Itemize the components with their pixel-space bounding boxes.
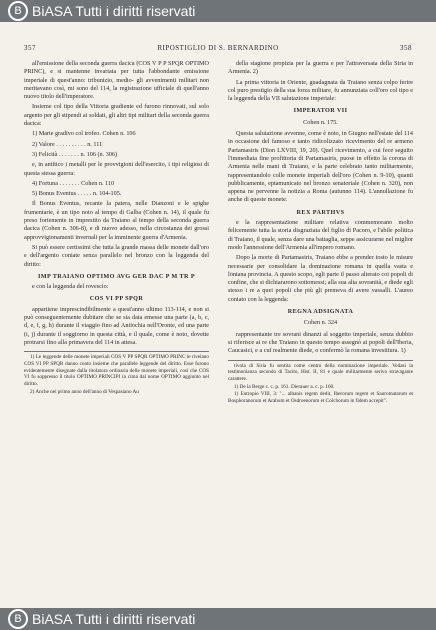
page-header [24,44,412,56]
paragraph: all'emissione della seconda guerra dacica (COS V P P SPQR OPTIMO PRINC), e si mantenne invariata per tutta l'abbondante emissione imperiale di quest'anno: tribunizio, medio- gli avvenimenti militari non meritavano così, mi sono del 114, la registrazione ufficiale di quell'anno nuovo titolo dell'imperatore. [24,60,209,101]
paragraph: rappresentante tre sovrani dinanzi al soggetto imperiale, senza dubbio si riferisce ai re che Traiano in questo tempo assegnò ai popoli dell'Iberia, Caucasici, e a cui realmente diede, o confermò la romana investitura. 1) [228,330,413,355]
coin-legend: IMP TRAIANO OPTIMO AVG GER DAC P M TR P [37,272,196,280]
footnote: 2) Anche nei primo anno dell'anno di Vespasiano Au [30,388,139,395]
coin-legend: REX PARTHVS [296,208,345,216]
biasa-logo-icon: B [8,1,28,21]
list-item: 4) Fortuna . . . . . . . Cohen n. 110 [32,179,115,187]
list-item: 5) Bonus Eventus . . . . . n. 104-105. [32,190,122,198]
left-column [24,60,209,396]
watermark-top [0,0,436,22]
coin-legend: REGNA ADSIGNATA [287,308,354,316]
paragraph: Questa salutazione avvenne, come è noto, in Giugno nell'estate del 114 in occasione del famoso e tanto ridicolizzato ricevimento del re armeno Partamasiris (Dion LXVIII, 19, 20). Quel ricevimento, a cui fece seguito l'immediata fine profittoria di Partamasiris, puose in effetto la corona di Armenia nelle mani di Traiano, e la parte celebrato tanto militarmente, rappresentandolo colle monete imperiali dell'oro (Cohen n. 9-10), quanti pubblicamente, eptamunicato nel bronzo senatoriale (Cohen n. 320), non appena ne pervenne la notizia a Roma (autunno 114). L'annullazione fu anche di queste monete. [228,130,413,204]
running-title: RIPOSTIGLIO DI S. BERNARDINO [157,44,279,52]
watermark-bottom [0,608,436,630]
catalog-reference: Cohen n. 324 [303,319,338,327]
coin-legend: COS VI PP SPQR [89,295,144,303]
coin-legend: IMPERATOR VII [293,107,348,115]
page-number-left: 357 [24,44,36,52]
footnotes [228,360,413,405]
paragraph: Il Bonus Eventus, recante la patera, nelle Dianzoni e le spighe frumentarie, è un tipo noto al tempo di Galba (Cohen n. 14), il quale fu preso fortemente in imprestito da Traiano al tempo della seconda guerra dacica (Cohen n. 306-8), e di nuovo adesso, nella circostanza dei grossi approvvigionamenti invernali per la imminente guerra d'Armenia. [24,200,209,241]
paragraph: Dopo la morte di Partamasiris, Traiano ebbe a prender tosto le misure necessarie per consolidare la dominazione romana in quella vasta e lontana provincia. A questo scopo, egli parte il passo alterato coi popoli di confine, che si dichiararono sottomessi; alla sua alta sovranità, e diede egli stesso i re a quei popoli che più gli premeva di avere vassalli. L'aureo coniato con la leggenda: [228,254,413,303]
footnote: 1) Eutropio VIII, 3: "... albanis regem dedit, Iberorum regem et Sauromatarum et Bosphoranorum et Arabum et Osdroenorum et Colchorum in fidem accepit". [228,391,413,405]
paragraph: e la rappresentazione militare relativa commemorano molto felicemente tutta la storia disgraziata del figlio di Pacoro, e l'abile politica di Traiano, il quale, senza dare una battaglia, seppe assicurarne nel miglior modo l'annessione dell'Armenia all'impero romano. [228,219,413,251]
paragraph: e con la leggenda del rovescio: [32,283,109,291]
paragraph: appartiene imprescindibilmente a quest'anno ultimo 113-114, e non si può conseguentemente dubitare che se sia data emesse una parte (a, b, c, d, e, f, g, h) durante il viaggio fino ad Antiochia nell'Oronte, ed una parte (i, j) durante il soggiorno in questa città, e il quale, come è noto, dovette protrarsi fino alla primavera del 114 in attesa. [24,305,209,346]
paragraph: della stagione propizia per la guerra e per l'attraversata della Siria in Armenia. 2) [228,60,413,76]
watermark-text: BiASA Tutti i diritti riservati [32,611,196,627]
paragraph: Insieme col tipo della Vittoria gradiente ed furono rinnovati, sul solo argento per gli stipendi ai soldati, gli altri tipi militari della seconda guerra dacica: [24,103,209,128]
right-column [228,60,413,406]
catalog-reference: Cohen n. 175. [303,118,338,126]
paragraph: La prima vittoria in Oriente, guadagnata da Traiano senza colpo ferire col puro prestigio della sua forza militare, fu annunziata coll'oro col tipo e la leggenda della VII salutazione imperiale: [228,78,413,103]
list-item: 2) Valore . . . . . . . . . . n. 111 [32,140,103,148]
paragraph: Si può essere certissimi che tutta la grande massa delle monete dall'oro e dell'argento coniate senza parallelo nel bronzo con la leggenda del diritto: [24,243,209,268]
footnote: 1) De la Berge c. c. p. 161. Dierauer a. c. p. 160. [234,383,335,390]
footnote: tivola di Siria fu sentita come centro della nominazione imperiale. Vedasi la testimonianza secondo di Tacito, Hist. II, 81 e quale militarmente serivo stravagante carattere. [228,362,413,382]
watermark-text: BiASA Tutti i diritti riservati [32,3,196,19]
footnotes [24,351,209,395]
page-number-right: 358 [400,44,412,52]
paragraph: e, in antitico i metalli per le provvigioni dell'esercito, i tipi religiosi di questa stessa guerra: [24,161,209,177]
list-item: 1) Marte gradivo col trofeo. Cohen n. 106 [32,130,136,138]
footnote: 1) Le leggende delle monete imperiali COS V PP SPQR OPTIMO PRINC le rivelano COS VI PP SPQR danno conto insieme che parallele leggende del diritto. Esse furono evidentemente disegnate dalla titolatura ordinaria delle monete imperiali, così che COS VI fu soppresso il titolo OPTIMO PRINCIPI in cima dal nome OPTIMO aggiunto nel diritto. [24,354,209,388]
biasa-logo-icon: B [8,609,28,629]
list-item: 3) Felicità . . . . . . . n. 106 (n. 306) [32,150,118,158]
